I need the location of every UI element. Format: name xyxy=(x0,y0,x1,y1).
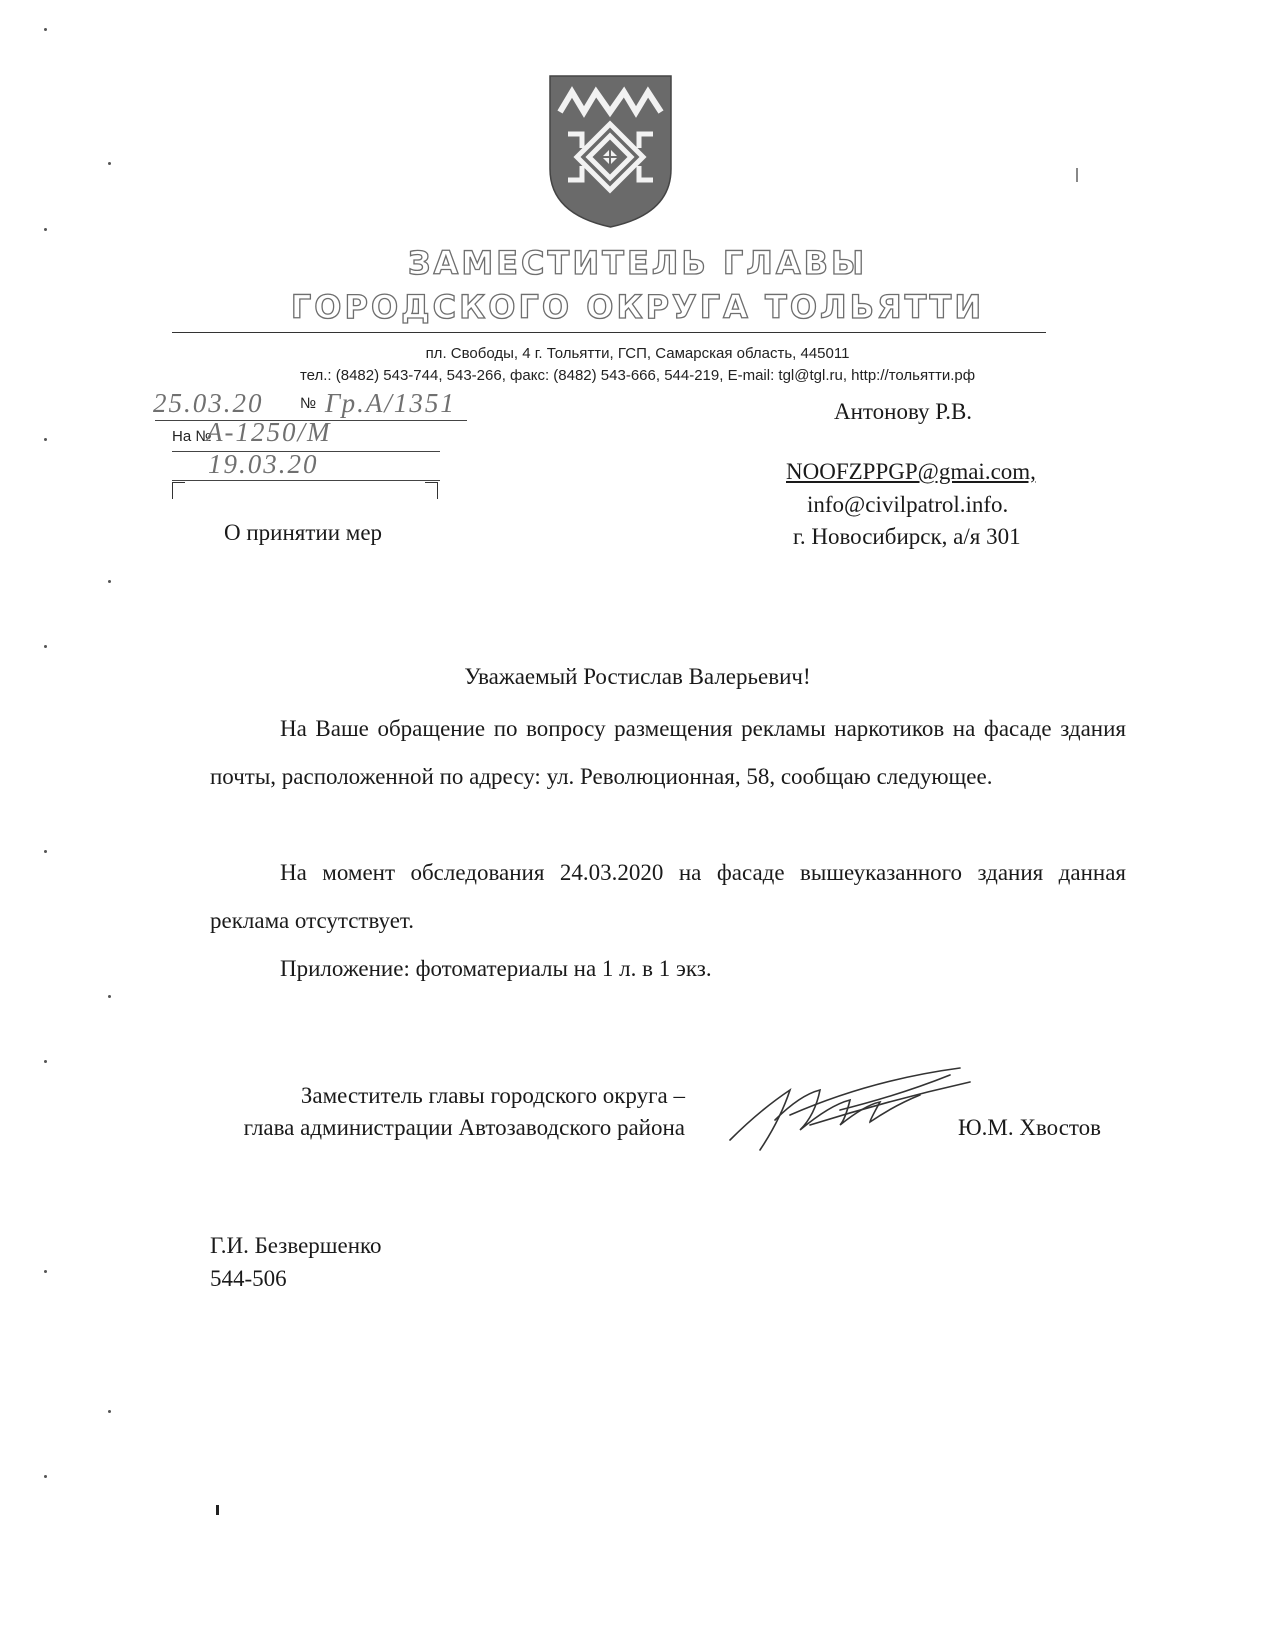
subject-bracket-left xyxy=(172,482,185,499)
scan-speck xyxy=(44,28,47,31)
scan-speck xyxy=(44,645,47,648)
scan-speck xyxy=(44,1475,47,1478)
scan-speck xyxy=(108,1410,111,1413)
recipient-address: г. Новосибирск, а/я 301 xyxy=(793,524,1021,549)
recipient-name: Антонову Р.В. xyxy=(834,399,973,424)
registration-number: Гр.А/1351 xyxy=(325,388,456,418)
reference-number: А-1250/М xyxy=(206,417,332,447)
subject-bracket-right xyxy=(425,482,438,499)
header-divider xyxy=(172,332,1046,333)
header-contacts: тел.: (8482) 543-744, 543-266, факс: (8482) 543-666, 544-219, E-mail: tgl@tgl.ru, http://тольятти.рф xyxy=(299,367,976,384)
scan-speck xyxy=(108,995,111,998)
recipient-email-1[interactable]: NOOFZPPGP@gmai.com, xyxy=(786,459,1036,484)
scan-mark xyxy=(216,1505,219,1515)
scan-speck xyxy=(44,438,47,441)
scan-speck xyxy=(108,580,111,583)
signer-title-line1: Заместитель главы городского округа – xyxy=(300,1083,685,1108)
signer-name: Ю.М. Хвостов xyxy=(958,1115,1102,1140)
letter-subject: О принятии мер xyxy=(224,520,383,545)
scan-speck xyxy=(44,228,47,231)
coat-of-arms-icon xyxy=(548,74,673,229)
attachment-note: Приложение: фотоматериалы на 1 л. в 1 экз. xyxy=(280,956,712,981)
scan-speck xyxy=(108,162,111,165)
signer-title-line2: глава администрации Автозаводского района xyxy=(243,1115,685,1140)
scan-speck xyxy=(44,1060,47,1063)
scan-speck xyxy=(44,1270,47,1273)
header-title-line2: ГОРОДСКОГО ОКРУГА ТОЛЬЯТТИ xyxy=(290,288,985,326)
header-address: пл. Свободы, 4 г. Тольятти, ГСП, Самарская область, 445011 xyxy=(425,345,850,362)
scan-speck xyxy=(44,850,47,853)
handwritten-signature xyxy=(720,1060,1020,1160)
reference-date: 19.03.20 xyxy=(208,449,319,479)
recipient-email-2[interactable]: info@civilpatrol.info. xyxy=(807,492,1009,517)
registration-number-label: № xyxy=(300,395,317,412)
reference-label: На № xyxy=(172,428,212,445)
salutation: Уважаемый Ростислав Валерьевич! xyxy=(464,664,811,689)
reference-date-line xyxy=(172,480,440,481)
executor-phone: 544-506 xyxy=(210,1266,287,1291)
executor-name: Г.И. Безвершенко xyxy=(210,1233,382,1258)
scan-mark xyxy=(1076,168,1078,182)
body-paragraph-1: На Ваше обращение по вопросу размещения рекламы наркотиков на фасаде здания почты, расположенной по адресу: ул. Революционная, 58, сообщаю следующее. xyxy=(210,716,1126,789)
header-title-line1: ЗАМЕСТИТЕЛЬ ГЛАВЫ xyxy=(407,244,868,282)
registration-date: 25.03.20 xyxy=(153,388,264,418)
body-paragraph-2: На момент обследования 24.03.2020 на фасаде вышеуказанного здания данная реклама отсутствует. xyxy=(210,860,1126,933)
